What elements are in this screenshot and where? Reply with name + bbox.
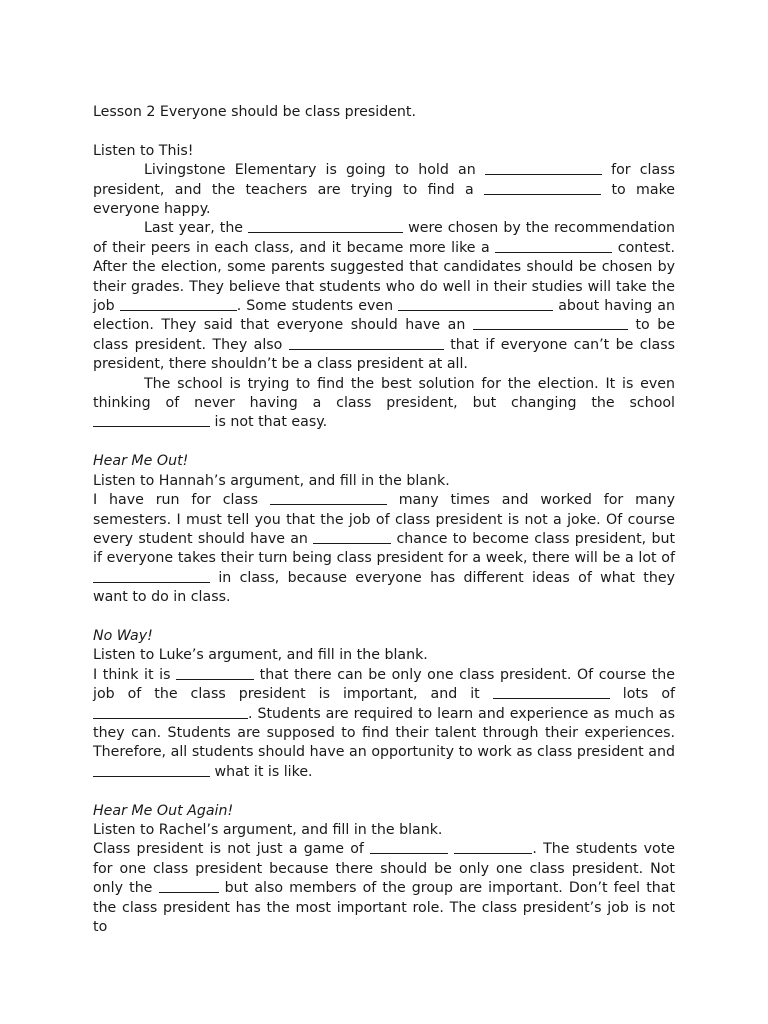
blank-field[interactable] <box>493 685 610 699</box>
blank-field[interactable] <box>370 840 448 854</box>
paragraph-3: The school is trying to find the best solution for the election. It is even thinking of never having a class president, but changing the school is not that easy. <box>93 375 675 431</box>
spacer <box>93 122 675 141</box>
blank-field[interactable] <box>289 336 444 350</box>
document-page <box>93 103 675 937</box>
paragraph-1: Livingstone Elementary is going to hold an for class president, and the teachers are trying to find a to make everyone happy. <box>93 162 676 218</box>
blank-field[interactable] <box>454 840 532 854</box>
blank-field[interactable] <box>473 316 628 330</box>
blank-field[interactable] <box>120 297 237 311</box>
instruction-hannah: Listen to Hannah’s argument, and fill in the blank. <box>93 472 450 489</box>
section-heading-listen: Listen to This! <box>93 142 194 159</box>
section-heading-no-way: No Way! <box>93 627 153 644</box>
blank-field[interactable] <box>313 530 391 544</box>
blank-field[interactable] <box>398 297 553 311</box>
spacer <box>93 608 675 627</box>
blank-field[interactable] <box>485 161 602 175</box>
paragraph-2: Last year, the were chosen by the recommendation of their peers in each class, and it became more like a contest. After the election, some parents suggested that candidates should be chosen by their grades. They believe that students who do well in their studies will take the job . Some students even about having an election. They said that everyone should have an to be class president. They also that if everyone can’t be class president, there shouldn’t be a class president at all. <box>93 220 676 373</box>
luke-argument: I think it is that there can be only one class president. Of course the job of the class president is important, and it lots of . Students are required to learn and experience as much as they can. Students are supposed to find their talent through their experiences. Therefore, all students should have an opportunity to work as class president and what it is like. <box>93 666 675 780</box>
blank-field[interactable] <box>93 569 210 583</box>
section-heading-hear-me-out: Hear Me Out! <box>93 453 189 470</box>
instruction-luke: Listen to Luke’s argument, and fill in the blank. <box>93 647 428 664</box>
rachel-argument: Class president is not just a game of . The students vote for one class president because there should be only one class president. Not only the but also members of the group are important. Don’t feel that the class president has the most important role. The class president’s job is not to <box>93 841 676 935</box>
section-heading-hear-me-out-again: Hear Me Out Again! <box>93 802 234 819</box>
blank-field[interactable] <box>248 219 403 233</box>
hannah-argument: I have run for class many times and worked for many semesters. I must tell you that the job of class president is not a joke. Of course every student should have an chance to become class president, but if everyone takes their turn being class president for a week, there will be a lot of in class, because everyone has different ideas of what they want to do in class. <box>93 492 676 606</box>
blank-field[interactable] <box>93 705 248 719</box>
blank-field[interactable] <box>484 181 601 195</box>
lesson-title: Lesson 2 Everyone should be class president. <box>93 104 416 120</box>
blank-field[interactable] <box>93 413 210 427</box>
blank-field[interactable] <box>93 763 210 777</box>
blank-field[interactable] <box>495 239 612 253</box>
blank-field[interactable] <box>270 491 387 505</box>
blank-field[interactable] <box>176 666 254 680</box>
spacer <box>93 433 675 452</box>
blank-field[interactable] <box>159 879 219 893</box>
spacer <box>93 782 675 801</box>
instruction-rachel: Listen to Rachel’s argument, and fill in the blank. <box>93 821 443 838</box>
